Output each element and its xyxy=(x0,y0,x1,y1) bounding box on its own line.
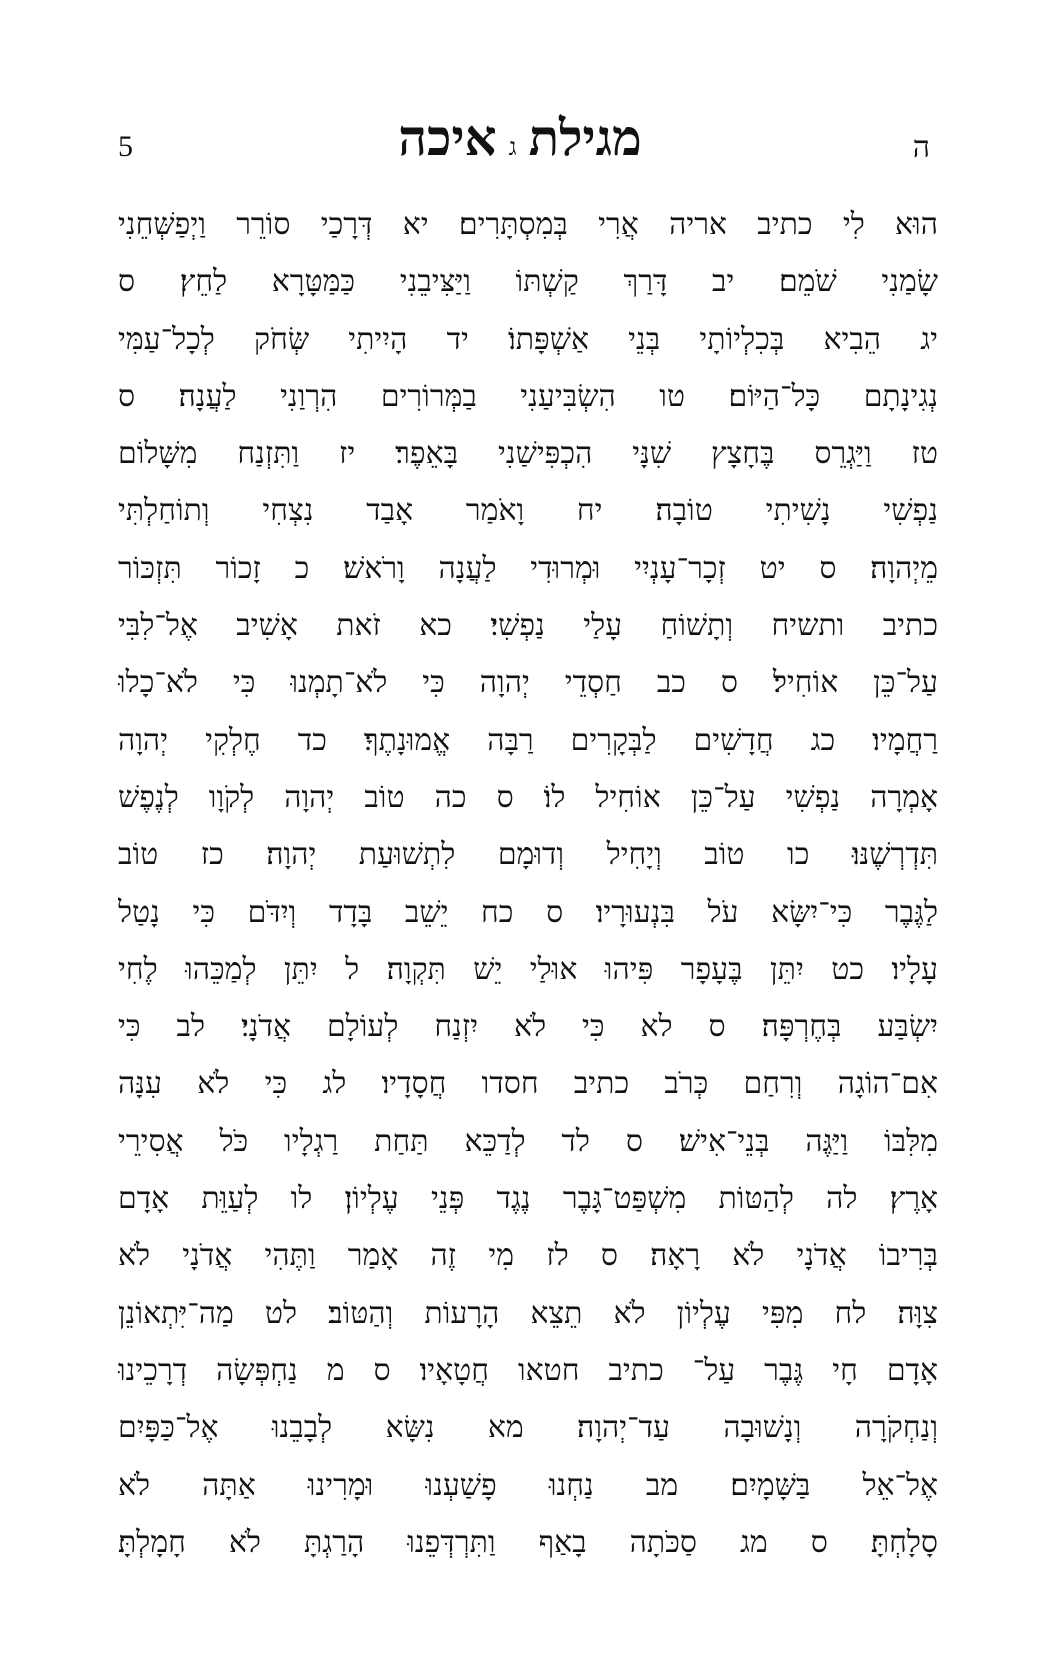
text-line: יִשְׂבַּע בְּחֶרְפָּה׃ ס לא כִּי לֹא יִזְנַח לְעוֹלָם אֲדֹנָי׃ לב כִּי xyxy=(118,1009,938,1045)
text-line: וְנַחְקֹרָה וְנָשׁוּבָה עַד־יְהוָה׃ מא נִשָּׂא לְבָבֵנוּ אֶל־כַּפָּיִם xyxy=(118,1410,938,1446)
text-line: כתיב ותשיח וְתָשׁוֹחַ עָלַי נַפְשִׁי׃ כא זֹאת אָשִׁיב אֶל־לִבִּי xyxy=(118,608,938,644)
text-line: אָרֶץ׃ לה לְהַטּוֹת מִשְׁפַּט־גָּבֶר נֶגֶד פְּנֵי עֶלְיוֹן׃ לו לְעַוֵּת אָדָם xyxy=(118,1181,938,1217)
text-line: לַגֶּבֶר כִּי־יִשָּׂא עֹל בִּנְעוּרָיו׃ ס כח יֵשֵׁב בָּדָד וְיִדֹּם כִּי נָטַל xyxy=(118,894,938,930)
chapter-number: ג xyxy=(508,133,517,161)
book-title xyxy=(100,108,940,167)
text-line: הוּא לִי כתיב אריה אֲרִי בְּמִסְתָּרִים׃ יא דְּרָכַי סוֹרֵר וַיְפַשְּׁחֵנִי xyxy=(118,207,938,242)
text-line: אִם־הוֹגָה וְרִחַם כְּרֹב כתיב חסדו חֲסָדָיו׃ לג כִּי לֹא עִנָּה xyxy=(118,1066,938,1102)
book-title-eicha: איכה xyxy=(398,108,497,167)
text-line: רַחֲמָיו׃ כג חֲדָשִׁים לַבְּקָרִים רַבָּה אֱמוּנָתֶךָ׃ כד חֶלְקִי יְהוָה xyxy=(118,722,938,758)
text-line: בְּרִיבוֹ אֲדֹנָי לֹא רָאָה׃ ס לז מִי זֶה אָמַר וַתֶּהִי אֲדֹנָי לֹא xyxy=(118,1238,938,1274)
text-line: מִלִּבּוֹ וַיַּגֶּה בְּנֵי־אִישׁ׃ ס לד לְדַכֵּא תַּחַת רַגְלָיו כֹּל אֲסִירֵי xyxy=(118,1123,938,1159)
book-title-megillat: מגילת xyxy=(528,108,642,167)
text-line: מֵיְהוָה׃ ס יט זְכָר־עָנְיִי וּמְרוּדִי לַעֲנָה וָרֹאשׁ׃ כ זָכוֹר תִּזְכּוֹר xyxy=(118,550,938,586)
text-line: צִוָּה׃ לח מִפִּי עֶלְיוֹן לֹא תֵצֵא הָרָעוֹת וְהַטּוֹב׃ לט מַה־יִּתְאוֹנֵן xyxy=(118,1295,938,1331)
text-line: אָמְרָה נַפְשִׁי עַל־כֵּן אוֹחִיל לוֹ׃ ס כה טוֹב יְהוָה לְקֹוָו לְנֶפֶשׁ xyxy=(118,779,938,815)
text-line: אָדָם חָי גֶּבֶר עַל־ כתיב חטאו חֲטָאָיו׃ ס מ נַחְפְּשָׂה דְרָכֵינוּ xyxy=(118,1352,938,1388)
text-line: שָׂמַנִי שֹׁמֵם׃ יב דָּרַךְ קַשְׁתּוֹ וַיַּצִּיבֵנִי כַּמַּטָּרָא לַחֵץ׃ ס xyxy=(118,264,938,300)
text-line: אֶל־אֵל בַּשָּׁמָיִם׃ מב נַחְנוּ פָשַׁעְנוּ וּמָרִינוּ אַתָּה לֹא xyxy=(118,1467,938,1503)
text-line: נַפְשִׁי נָשִׁיתִי טוֹבָה׃ יח וָאֹמַר אָבַד נִצְחִי וְתוֹחַלְתִּי xyxy=(118,493,938,529)
text-line: תִּדְרְשֶׁנּוּ׃ כו טוֹב וְיָחִיל וְדוּמָם לִתְשׁוּעַת יְהוָה׃ כז טוֹב xyxy=(118,837,938,873)
text-line: טז וַיַּגְרֵס בֶּחָצָץ שִׁנָּי הִכְפִּישַׁנִי בָּאֵפֶר׃ יז וַתִּזְנַח מִשָּׁלוֹם xyxy=(118,436,938,472)
text-line: יג הֵבִיא בְּכִלְיוֹתָי בְּנֵי אַשְׁפָּתוֹ׃ יד הָיִיתִי שְּׂחֹק לְכָל־עַמִּי xyxy=(118,321,938,357)
text-line: נְגִינָתָם כָּל־הַיּוֹם׃ טו הִשְׂבִּיעַנִי בַמְּרוֹרִים הִרְוַנִי לַעֲנָה׃ ס xyxy=(118,378,938,414)
text-line: עָלָיו׃ כט יִתֵּן בֶּעָפָר פִּיהוּ אוּלַי יֵשׁ תִּקְוָה׃ ל יִתֵּן לְמַכֵּהוּ לֶחִי xyxy=(118,951,938,987)
text-line: סָלָחְתָּ׃ ס מג סַכֹּתָה בָאַף וַתִּרְדְּפֵנוּ הָרַגְתָּ לֹא חָמָלְתָּ׃ xyxy=(118,1524,938,1560)
text-line: עַל־כֵּן אוֹחִיל׃ ס כב חַסְדֵי יְהוָה כִּי לֹא־תָמְנוּ כִּי לֹא־כָלוּ xyxy=(118,665,938,701)
page-number: 5 xyxy=(118,130,133,163)
hebrew-page-letter: ה xyxy=(912,130,930,165)
page-header xyxy=(100,108,940,178)
verse-text-block xyxy=(118,196,938,1571)
